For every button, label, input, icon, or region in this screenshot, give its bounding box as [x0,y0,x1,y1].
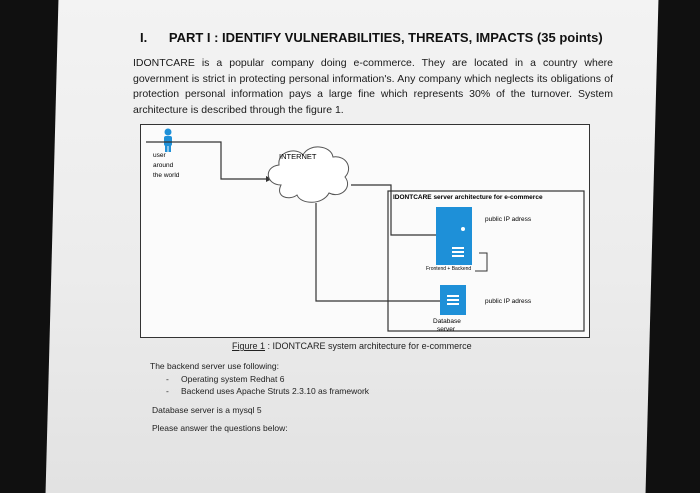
frontend-bracket [475,253,487,271]
user-label-line1: user [153,152,166,159]
architecture-diagram [141,125,589,337]
backend-intro: The backend server use following: [150,361,279,371]
caption-prefix: Figure 1 [232,341,266,351]
internet-label: INTERNET [279,152,317,161]
please-answer: Please answer the questions below: [152,423,288,433]
caption-text: : IDONTCARE system architecture for e-commerce [265,341,472,351]
internet-to-frontend-line [351,185,436,235]
figure-caption [232,341,472,351]
user-label-line2: around [153,162,174,169]
part-number: I. [140,30,148,45]
database-server-icon [440,285,466,315]
public-ip-label-frontend: public IP adress [485,216,532,223]
public-ip-label-database: public IP adress [485,298,532,305]
architecture-title: IDONTCARE server architecture for e-commerce [393,194,543,201]
database-note: Database server is a mysql 5 [152,405,262,415]
bullet-item-os: Operating system Redhat 6 [181,374,285,384]
bullet-1: - [166,374,169,384]
database-label-line1: Database [433,318,461,325]
architecture-boundary [388,191,584,331]
intro-paragraph: IDONTCARE is a popular company doing e-commerce. They are located in a country where government is strict in protecting personal information's. Any company which neglects its obligations of protection personal information pays a large fine which represents 30% of the turnover. System architecture is described through the figure 1. [133,57,613,116]
bullet-item-framework: Backend uses Apache Struts 2.3.10 as framework [181,386,370,396]
frontend-backend-label: Frontend + Backend [426,266,472,272]
part-heading [140,30,603,45]
frontend-server-icon [436,207,472,265]
part-title: PART I : IDENTIFY VULNERABILITIES, THREATS, IMPACTS (35 points) [168,30,603,45]
bullet-2: - [166,386,169,396]
architecture-figure [140,124,590,338]
user-icon [164,129,172,153]
user-label-line3: the world [153,172,180,179]
database-label-line2: server [437,326,456,333]
